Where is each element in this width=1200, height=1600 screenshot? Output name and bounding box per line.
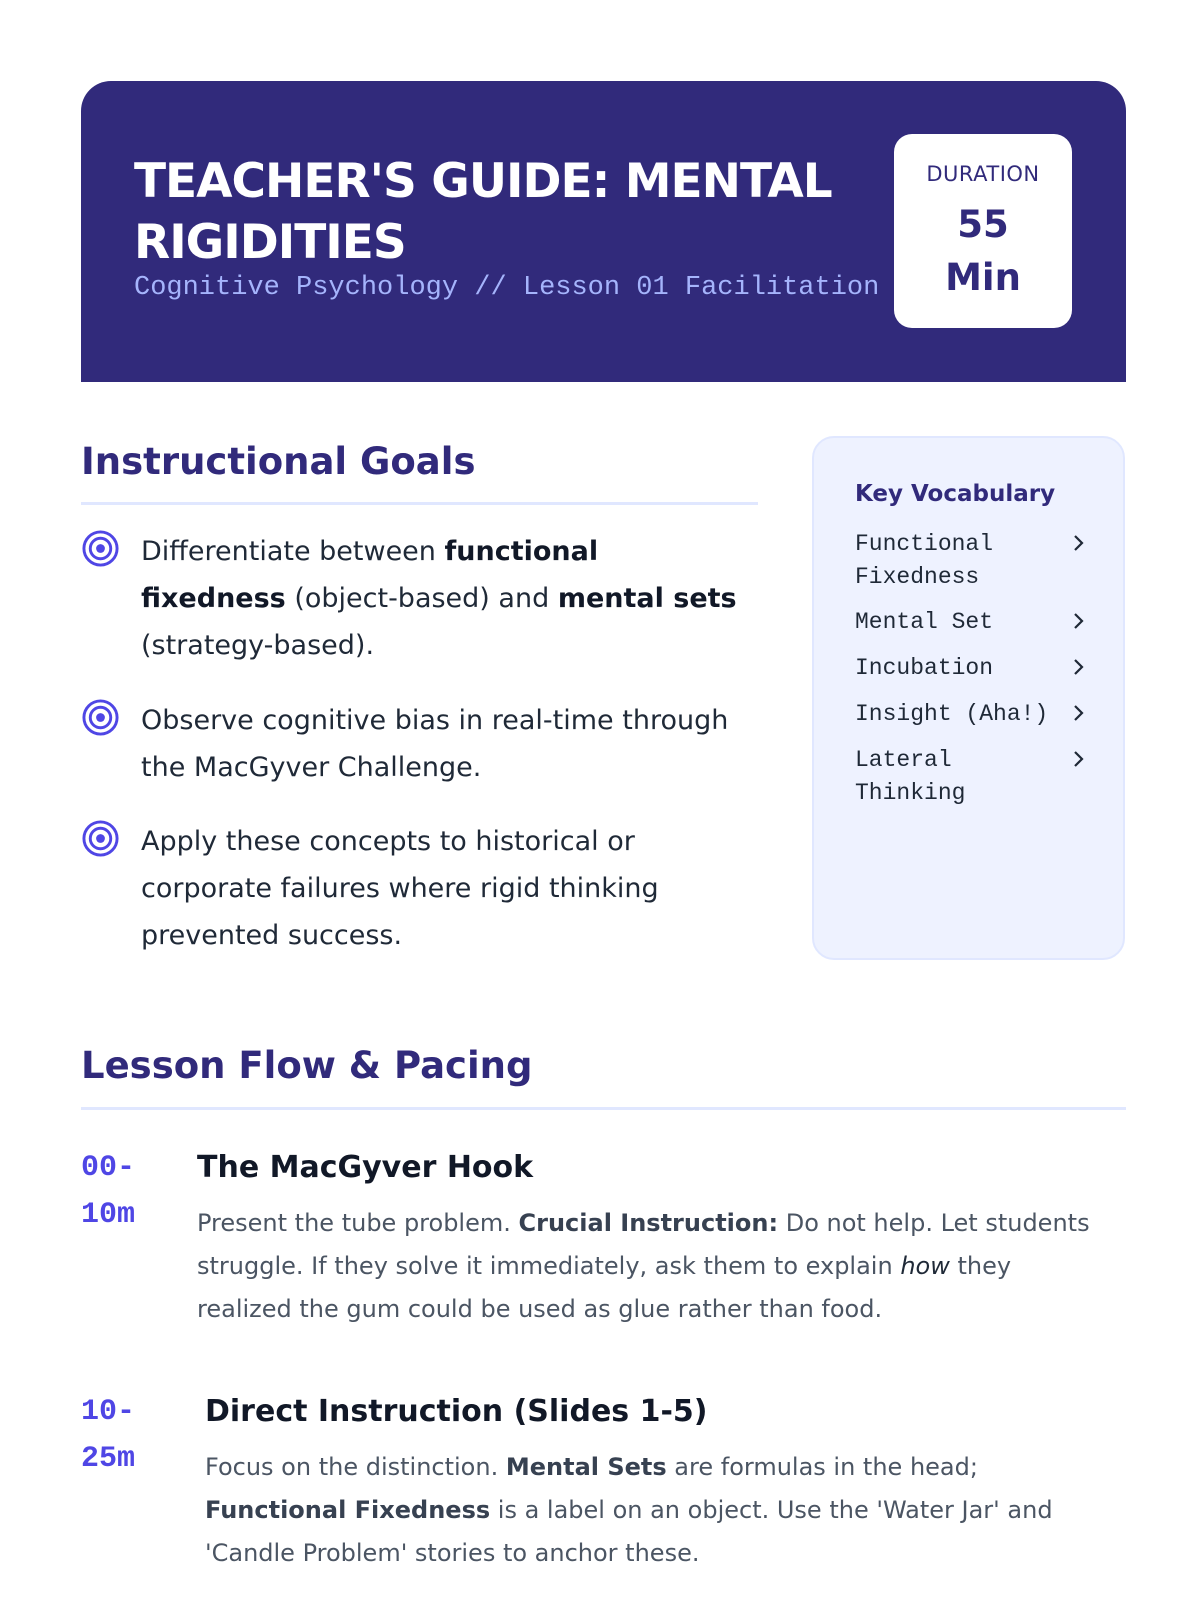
text-run: are formulas in the head; (666, 1453, 978, 1481)
emphasis-term: Functional Fixedness (205, 1496, 491, 1524)
step-heading: The MacGyver Hook (197, 1150, 534, 1185)
text-run: Do not help. Let students struggle. If they solve it immediately, ask them to explain (197, 1209, 1090, 1280)
section-title-goals: Instructional Goals (81, 440, 476, 483)
vocab-item-incubation[interactable] (855, 652, 1087, 685)
chevron-right-icon (1071, 533, 1087, 553)
vocab-label: Functional Fixedness (855, 531, 994, 590)
target-icon (81, 698, 120, 737)
vocab-label: Lateral Thinking (855, 747, 966, 806)
text-run: (strategy-based). (141, 630, 375, 661)
emphasis-term: Mental Sets (505, 1453, 667, 1481)
text-run: Differentiate between (141, 536, 445, 567)
step-time: 00-10m (81, 1151, 136, 1232)
duration-value (894, 198, 1072, 304)
text-run: Observe cognitive bias in real-time through the MacGyver Challenge. (141, 705, 729, 783)
page-subtitle: Cognitive Psychology // Lesson 01 Facilitation (134, 273, 880, 303)
chevron-right-icon (1071, 703, 1087, 723)
emphasis-term: mental sets (557, 583, 737, 614)
vocab-item-functional-fixedness[interactable] (855, 528, 1087, 594)
section-divider (81, 502, 758, 505)
emphasis-term: functional fixedness (141, 536, 599, 614)
vocabulary-title: Key Vocabulary (855, 481, 1056, 507)
text-run: (object-based) and (285, 583, 558, 614)
vocab-label: Insight (Aha!) (855, 701, 1049, 727)
text-run: Present the tube problem. (197, 1209, 519, 1237)
text-run: they realized the gum could be used as glue rather than food. (197, 1252, 1012, 1323)
target-icon (81, 529, 120, 568)
step-heading: Direct Instruction (Slides 1-5) (205, 1394, 708, 1429)
duration-card (894, 134, 1072, 328)
goal-text (141, 528, 741, 669)
vocab-label: Mental Set (855, 609, 994, 635)
step-description (205, 1446, 1115, 1575)
vocab-item-mental-set[interactable] (855, 606, 1087, 639)
emphasis-word: how (900, 1252, 950, 1280)
duration-label: DURATION (926, 162, 1040, 186)
vocab-label: Incubation (855, 655, 994, 681)
text-run: is a label on an object. Use the 'Water Jar' and 'Candle Problem' stories to anchor these. (205, 1496, 1053, 1567)
text-run: Apply these concepts to historical or corporate failures where rigid thinking prevented success. (141, 826, 659, 951)
section-title-flow: Lesson Flow & Pacing (81, 1044, 533, 1087)
goal-text (141, 818, 741, 959)
step-description (197, 1202, 1107, 1331)
step-time: 10-25m (81, 1395, 136, 1476)
text-run: Focus on the distinction. (205, 1453, 506, 1481)
emphasis-term: Crucial Instruction: (518, 1209, 779, 1237)
goal-text (141, 697, 741, 791)
chevron-right-icon (1071, 657, 1087, 677)
section-divider (81, 1107, 1126, 1110)
duration-value-text: 55 Min (945, 203, 1021, 299)
chevron-right-icon (1071, 749, 1087, 769)
vocabulary-panel (812, 436, 1125, 960)
chevron-right-icon (1071, 611, 1087, 631)
page-title: TEACHER'S GUIDE: MENTAL RIGIDITIES (134, 154, 832, 270)
vocab-item-lateral-thinking[interactable] (855, 744, 1087, 810)
target-icon (81, 819, 120, 858)
vocab-item-insight[interactable] (855, 698, 1087, 731)
lesson-header (81, 81, 1126, 382)
